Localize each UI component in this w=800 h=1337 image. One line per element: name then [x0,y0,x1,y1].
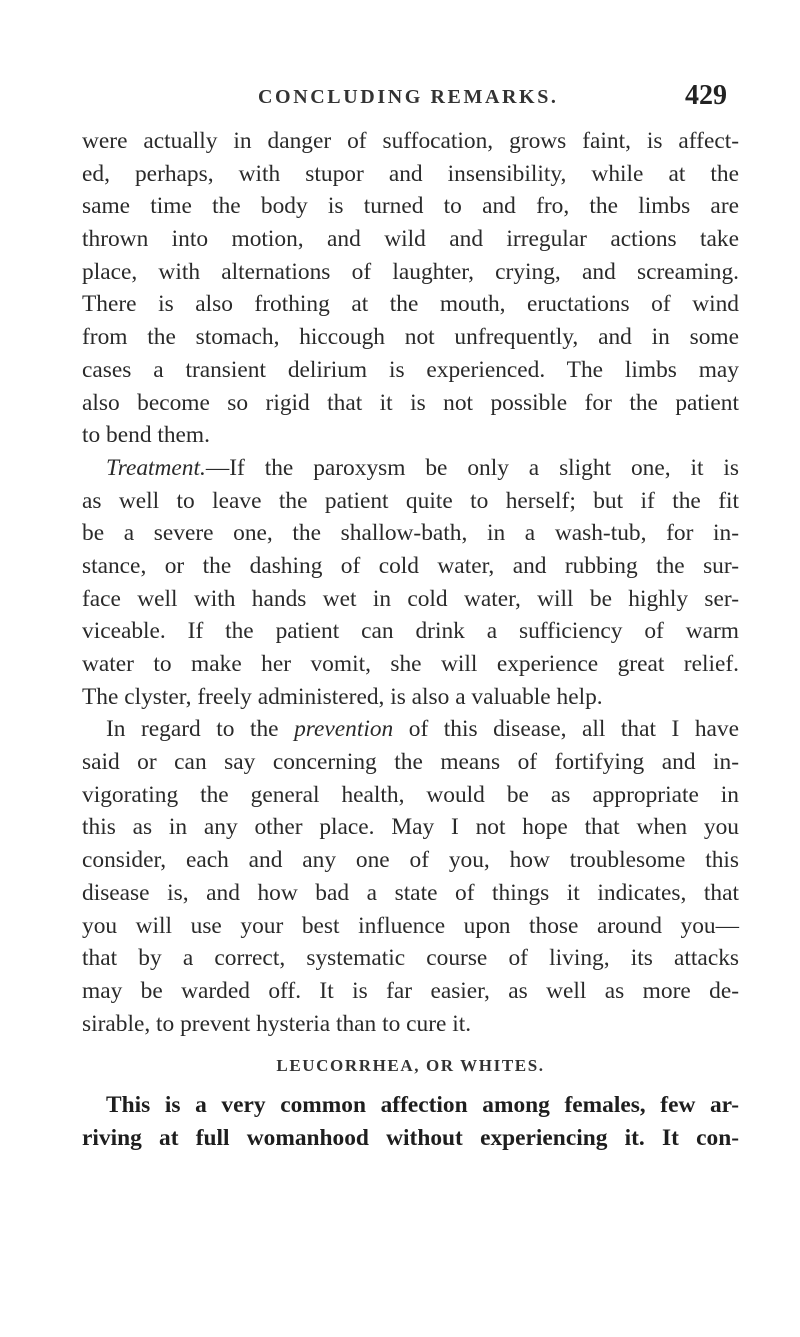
page-header [0,80,800,114]
text-fragment: of this disease, all that I have [393,716,739,743]
text-line: were actually in danger of suffocation, grows faint, is affect- [82,128,739,154]
text-fragment: In regard to the [106,716,295,743]
text-line: this as in any other place. May I not hope that when you [82,814,739,841]
text-line: There is also frothing at the mouth, eructations of wind [82,291,739,318]
prevention-emphasis: prevention [294,716,394,743]
page-number: 429 [685,80,727,111]
text-fragment: —If the paroxysm be only a slight one, it is [205,454,739,481]
text-line [82,713,739,746]
text-line: ed, perhaps, with stupor and insensibility, while at the [82,160,739,187]
paragraph-leucorrhea [82,1089,739,1154]
text-line: same time the body is turned to and fro, the limbs are [82,193,739,220]
text-line: from the stomach, hiccough not unfrequently, and in some [82,324,739,351]
text-line: This is a very common affection among females, few ar- [106,1091,739,1118]
treatment-lead: Treatment. [106,454,206,481]
paragraph-treatment [82,452,739,714]
text-line: to bend them. [82,422,210,449]
running-head: CONCLUDING REMARKS. [258,86,559,108]
text-line: sirable, to prevent hysteria than to cure it. [82,1010,472,1037]
text-line: cases a transient delirium is experienced. The limbs may [82,356,739,383]
text-line: The clyster, freely administered, is also a valuable help. [82,683,603,710]
text-line: also become so rigid that it is not possible for the patient [82,389,739,416]
section-heading: LEUCORRHEA, OR WHITES. [276,1056,545,1076]
text-line: thrown into motion, and wild and irregular actions take [82,226,739,253]
text-line: vigorating the general health, would be as appropriate in [82,781,739,808]
paragraph-symptoms [82,125,739,452]
text-line: riving at full womanhood without experiencing it. It con- [82,1124,739,1151]
text-line [82,452,739,485]
text-line: place, with alternations of laughter, crying, and screaming. [82,258,739,285]
text-line: be a severe one, the shallow-bath, in a wash-tub, for in- [82,520,739,547]
text-line: you will use your best influence upon those around you— [82,912,739,939]
text-line: water to make her vomit, she will experience great relief. [82,651,739,677]
body-text [82,125,739,1154]
paragraph-prevention [82,713,739,1040]
text-line: that by a correct, systematic course of living, its attacks [82,945,739,972]
text-line: said or can say concerning the means of fortifying and in- [82,749,739,776]
text-line: may be warded off. It is far easier, as well as more de- [82,977,739,1004]
text-line: stance, or the dashing of cold water, and rubbing the sur- [82,552,739,579]
text-line: viceable. If the patient can drink a sufficiency of warm [82,618,739,645]
text-line: consider, each and any one of you, how troublesome this [82,847,739,874]
text-line: as well to leave the patient quite to herself; but if the fit [82,487,739,514]
text-line: face well with hands wet in cold water, will be highly ser- [82,585,739,612]
text-line: disease is, and how bad a state of things it indicates, that [82,879,739,906]
